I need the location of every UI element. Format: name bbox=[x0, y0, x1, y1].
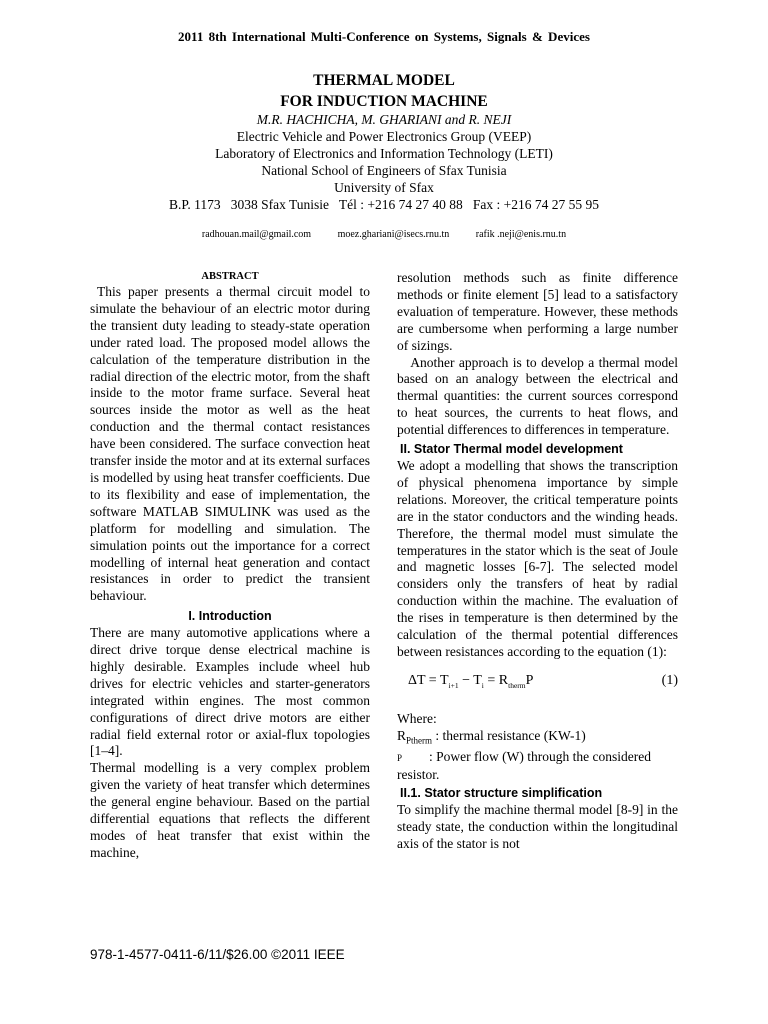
email-list bbox=[0, 229, 768, 240]
equation-expression: $\Delta T = T_{i+1} - T_i = R_{therm}P$ bbox=[408, 672, 534, 690]
right-paragraph-1: resolution methods such as finite difference methods or finite element [5] lead to a satisfactory evaluation of temperature. However, these methods are cumbersome when performing a large number of sizings. bbox=[397, 270, 678, 353]
introduction-heading: I. Introduction bbox=[188, 609, 272, 624]
section-2-heading: II. Stator Thermal model development bbox=[400, 442, 623, 457]
definition-power: P : Power flow (W) through the considered resistor. bbox=[397, 749, 655, 783]
definition-rtherm: $R_{Ptherm}$ : thermal resistance (KW-1) bbox=[397, 727, 586, 746]
section-2-1-paragraph: To simplify the machine thermal model [8-9] in the steady state, the conduction within the longitudinal axis of the stator is not bbox=[397, 802, 678, 851]
abstract-heading: ABSTRACT bbox=[201, 271, 259, 282]
affiliation-university: University of Sfax bbox=[334, 180, 434, 195]
email-ghariani: moez.ghariani@isecs.rnu.tn bbox=[337, 229, 450, 240]
affiliation-group: Electric Vehicle and Power Electronics Group (VEEP) bbox=[236, 129, 532, 144]
left-column bbox=[90, 270, 374, 862]
intro-paragraph-1: There are many automotive applications where a direct drive torque dense electrical machine is highly desirable. Examples include wheel hub drives for electric vehicles and starter-generators integrated within engines. The most common configurations of direct drive motors are either radial field external rotor or axial-flux topologies [1–4]. bbox=[90, 625, 370, 759]
equation-number: (1) bbox=[661, 672, 678, 688]
equation-1 bbox=[397, 661, 678, 695]
paper-title-line2: FOR INDUCTION MACHINE bbox=[280, 93, 488, 110]
section-2-1-heading: II.1. Stator structure simplification bbox=[400, 786, 603, 801]
paper-title-line1: THERMAL MODEL bbox=[313, 72, 455, 89]
where-label: Where: bbox=[397, 710, 437, 726]
conference-header: 2011 8th International Multi-Conference on Systems, Signals & Devices bbox=[178, 29, 590, 44]
email-neji: rafik .neji@enis.rnu.tn bbox=[475, 229, 567, 240]
right-column bbox=[397, 270, 682, 853]
intro-paragraph-2: Thermal modelling is a very complex problem given the variety of heat transfer which determines the general engine behaviour. Based on the partial differential equations that reflects the different modes of heat transfer that exist within the machine, bbox=[90, 760, 370, 860]
affiliation-lab: Laboratory of Electronics and Information Technology (LETI) bbox=[215, 146, 553, 161]
abstract-text: This paper presents a thermal circuit model to simulate the behaviour of an electric motor during the transient duty leading to steady-state operation under rated load. The proposed model allows the calculation of the temperature distribution in the radial direction of the electric motor, from the shaft inside to the motor frame surface. Several heat sources inside the motor as well as the heat conduction and the thermal contact resistances have been considered. The surface convection heat transfer inside the motor and at its external surfaces is modelled by using heat transfer coefficients. Due to its flexibility and ease of implementation, the software MATLAB SIMULINK was used as the platform for modelling and simulation. The simulation points out the importance for a correct modelling of internal heat generation and contact resistances in order to predict the transient behaviour. bbox=[90, 284, 374, 604]
section-2-paragraph: We adopt a modelling that shows the transcription of physical phenomena importance by simple relations. Moreover, the critical temperature points are in the stator conductors and the winding heads. Therefore, the thermal model must simulate the temperatures in the stator which is the seat of Joule and magnetic losses [6-7]. The selected model considers only the transfers of heat by radial conduction within the machine. The evaluation of the rises in temperature is then determined by the calculation of the thermal potential differences between resistances according to the equation (1): bbox=[397, 457, 678, 659]
authors: M.R. HACHICHA, M. GHARIANI and R. NEJI bbox=[256, 112, 512, 127]
right-paragraph-2: Another approach is to develop a thermal model based on an analogy between the electrical and thermal quantities: the current sources correspond to heat sources, the currents to heat flows, and potential differences to differences in temperature. bbox=[397, 354, 682, 438]
affiliation-address: B.P. 1173 3038 Sfax Tunisie Tél : +216 74 27 40 88 Fax : +216 74 27 55 95 bbox=[168, 197, 599, 212]
affiliation-school: National School of Engineers of Sfax Tunisia bbox=[261, 163, 507, 178]
email-hachicha: radhouan.mail@gmail.com bbox=[201, 229, 312, 240]
copyright-footer: 978-1-4577-0411-6/11/$26.00 ©2011 IEEE bbox=[90, 947, 345, 962]
